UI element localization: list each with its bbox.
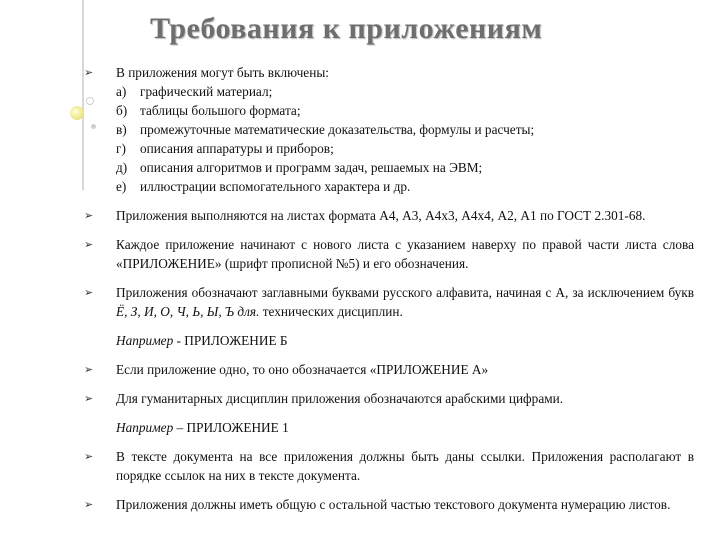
example-line-1: Например - ПРИЛОЖЕНИЕ Б [116, 333, 288, 348]
arrow-bullet-icon: ➢ [84, 363, 94, 376]
sub-item-a: а) графический материал; [116, 84, 273, 99]
sub-item-g: г) описания аппаратуры и приборов; [116, 141, 334, 156]
bullet-item-6: ➢ Для гуманитарных дисциплин приложения обозначаются арабскими цифрами. [84, 391, 564, 406]
decorative-dot [70, 106, 84, 120]
bullet-item-7: ➢ В тексте документа на все приложения должны быть даны ссылки. Приложения располагают в порядке ссылок на них в тексте документа. [84, 449, 694, 483]
bullet-intro: В приложения могут быть включены: [116, 65, 329, 80]
sub-item-d: д) описания алгоритмов и программ задач, решаемых на ЭВМ; [116, 160, 483, 175]
arrow-bullet-icon: ➢ [84, 392, 94, 405]
sub-item-e: е) иллюстрации вспомогательного характера и др. [116, 179, 411, 194]
sub-item-b: б) таблицы большого формата; [116, 103, 301, 118]
bullet-item-4: ➢ Приложения обозначают заглавными буквами русского алфавита, начиная с А, за исключением букв Ё, З, И, О, Ч, Ь, Ы, Ъ для. технических дисциплин. [84, 285, 694, 319]
bullet-item-8: ➢ Приложения должны иметь общую с остальной частью текстового документа нумерацию листов. [84, 497, 671, 512]
arrow-bullet-icon: ➢ [84, 209, 94, 222]
arrow-bullet-icon: ➢ [84, 66, 94, 79]
sub-item-v: в) промежуточные математические доказательства, формулы и расчеты; [116, 122, 535, 137]
bullet-item-2: ➢ Приложения выполняются на листах формата А4, А3, А4х3, А4х4, А2, А1 по ГОСТ 2.301-68. [84, 208, 646, 223]
bullet-item-5: ➢ Если приложение одно, то оно обозначается «ПРИЛОЖЕНИЕ А» [84, 362, 489, 377]
slide-content [84, 63, 694, 514]
arrow-bullet-icon: ➢ [84, 238, 94, 251]
arrow-bullet-icon: ➢ [84, 450, 94, 463]
arrow-bullet-icon: ➢ [84, 498, 94, 511]
bullet-item-3: ➢ Каждое приложение начинают с нового листа с указанием наверху по правой части листа слова «ПРИЛОЖЕНИЕ» (шрифт прописной №5) и его обозначения. [84, 237, 694, 271]
arrow-bullet-icon: ➢ [84, 286, 94, 299]
example-line-2: Например – ПРИЛОЖЕНИЕ 1 [116, 420, 289, 435]
slide-title: Требования к приложениям [150, 12, 543, 45]
bullet-item-1 [84, 63, 694, 196]
